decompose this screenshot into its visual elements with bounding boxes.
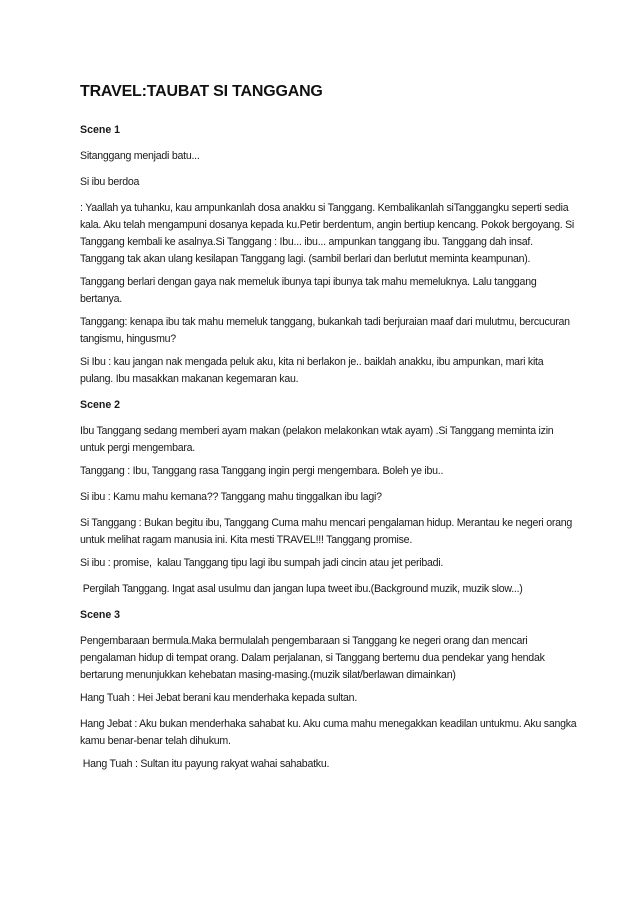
scene-heading: Scene 3: [80, 609, 121, 621]
paragraph: Pengembaraan bermula.Maka bermulalah pengembaraan si Tanggang ke negeri orang dan mencari pengalaman hidup di tempat orang. Dalam perjalanan, si Tanggang bertemu dua pendekar yang hendak bertarung menunjukkan kehebatan masing-masing.(muzik silat/berlawan dimainkan): [80, 635, 548, 681]
scene-heading: Scene 1: [80, 124, 121, 136]
paragraph: : Yaallah ya tuhanku, kau ampunkanlah dosa anakku si Tanggang. Kembalikanlah siTanggangku seperti sedia kala. Aku telah mengampuni dosanya kepada ku.Petir berdentum, angin bertiup kencang. Pokok bergoyang. Si Tanggang kembali ke asalnya.Si Tanggang : Ibu... ibu... ampunkan tanggang ibu. Tanggang dah insaf. Tanggang tak akan ulang kesilapan Tanggang lagi. (sambil berlari dan berlutut meminta keampunan).: [80, 202, 577, 265]
paragraph: Pergilah Tanggang. Ingat asal usulmu dan jangan lupa tweet ibu.(Background muzik, muzik slow...): [80, 583, 523, 595]
paragraph: Si ibu : Kamu mahu kemana?? Tanggang mahu tinggalkan ibu lagi?: [80, 491, 382, 503]
paragraph: Tanggang : Ibu, Tanggang rasa Tanggang ingin pergi mengembara. Boleh ye ibu..: [80, 465, 444, 477]
paragraph: Hang Jebat : Aku bukan menderhaka sahabat ku. Aku cuma mahu menegakkan keadilan untukmu. Aku sangka kamu benar-benar telah dihukum.: [80, 718, 580, 747]
paragraph: Si Tanggang : Bukan begitu ibu, Tanggang Cuma mahu mencari pengalaman hidup. Merantau ke negeri orang untuk melihat ragam manusia ini. Kita mesti TRAVEL!!! Tanggang promise.: [80, 517, 575, 546]
paragraph: Si Ibu : kau jangan nak mengada peluk aku, kita ni berlakon je.. baiklah anakku, ibu ampunkan, mari kita pulang. Ibu masakkan makanan kegemaran kau.: [80, 356, 547, 385]
scene-heading: Scene 2: [80, 399, 121, 411]
paragraph: Tanggang: kenapa ibu tak mahu memeluk tanggang, bukankah tadi berjuraian maaf dari mulutmu, bercucuran tangismu, hingusmu?: [80, 316, 573, 345]
paragraph: Si ibu berdoa: [80, 176, 140, 188]
paragraph: Si ibu : promise, kalau Tanggang tipu lagi ibu sumpah jadi cincin atau jet peribadi.: [80, 557, 444, 569]
paragraph: Sitanggang menjadi batu...: [80, 150, 200, 162]
paragraph: Tanggang berlari dengan gaya nak memeluk ibunya tapi ibunya tak mahu memeluknya. Lalu tanggang bertanya.: [80, 276, 540, 305]
paragraph: Ibu Tanggang sedang memberi ayam makan (pelakon melakonkan wtak ayam) .Si Tanggang meminta izin untuk pergi mengembara.: [80, 425, 557, 454]
document-title: TRAVEL:TAUBAT SI TANGGANG: [80, 83, 323, 100]
paragraph: Hang Tuah : Sultan itu payung rakyat wahai sahabatku.: [80, 758, 330, 770]
paragraph: Hang Tuah : Hei Jebat berani kau menderhaka kepada sultan.: [80, 692, 358, 704]
